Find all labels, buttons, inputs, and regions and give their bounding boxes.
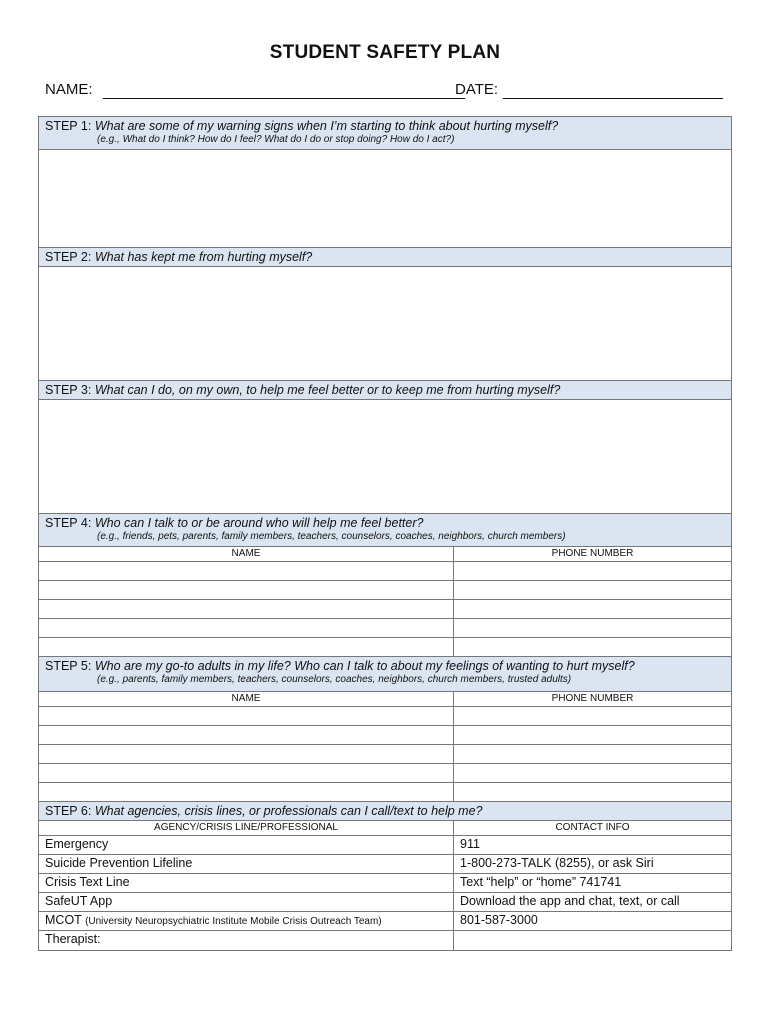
step5-hint: (e.g., parents, family members, teachers, counselors, coaches, neighbors, church members, trusted adults) — [97, 674, 572, 685]
step6-crisis-table — [39, 821, 731, 950]
step6-question: What agencies, crisis lines, or professionals can I call/text to help me? — [94, 804, 483, 818]
step6-label: STEP 6: — [45, 804, 92, 818]
step5-name-cell[interactable] — [39, 745, 454, 764]
step2-header — [39, 248, 731, 267]
step6-agency-cell: Emergency — [39, 836, 454, 855]
step4-phone-cell[interactable] — [454, 638, 731, 657]
step6-agency-cell: Therapist: — [39, 931, 454, 950]
step5-name-cell[interactable] — [39, 783, 454, 802]
step4-name-cell[interactable] — [39, 562, 454, 581]
step5-label: STEP 5: — [45, 659, 92, 673]
step4-phone-cell[interactable] — [454, 619, 731, 638]
step6-header — [39, 802, 731, 821]
therapist-contact-field[interactable] — [454, 931, 731, 950]
step1-hint: (e.g., What do I think? How do I feel? What do I do or stop doing? How do I act?) — [97, 134, 455, 145]
step4-contacts-table — [39, 547, 731, 657]
step6-agency-cell — [39, 912, 454, 931]
step5-phone-cell[interactable] — [454, 764, 731, 783]
step5-name-cell[interactable] — [39, 726, 454, 745]
step6-agency-cell: SafeUT App — [39, 893, 454, 912]
step6-contact-cell: 1-800-273-TALK (8255), or ask Siri — [454, 855, 731, 874]
step5-name-cell[interactable] — [39, 707, 454, 726]
step1-label: STEP 1: — [45, 119, 92, 133]
name-field-line[interactable] — [103, 98, 465, 99]
step1-answer-box[interactable] — [39, 150, 731, 248]
step5-header — [39, 657, 731, 692]
page-title: STUDENT SAFETY PLAN — [269, 42, 501, 63]
step6-agency-header: AGENCY/CRISIS LINE/PROFESSIONAL — [39, 821, 454, 836]
name-label: NAME: — [45, 81, 93, 98]
step4-question: Who can I talk to or be around who will help me feel better? — [94, 516, 424, 530]
mcot-note: (University Neuropsychiatric Institute Mobile Crisis Outreach Team) — [85, 916, 382, 927]
step6-contact-cell: 801-587-3000 — [454, 912, 731, 931]
step4-name-header: NAME — [39, 547, 454, 562]
date-label: DATE: — [455, 81, 499, 98]
safety-plan-form — [38, 116, 732, 951]
step6-contact-cell: Download the app and chat, text, or call — [454, 893, 731, 912]
step4-label: STEP 4: — [45, 516, 92, 530]
step2-label: STEP 2: — [45, 250, 92, 264]
step4-header — [39, 514, 731, 547]
step1-question: What are some of my warning signs when I’m starting to think about hurting myself? — [94, 119, 559, 133]
step5-name-cell[interactable] — [39, 764, 454, 783]
step4-name-cell[interactable] — [39, 581, 454, 600]
step5-contacts-table — [39, 692, 731, 802]
step4-name-cell[interactable] — [39, 619, 454, 638]
step5-phone-cell[interactable] — [454, 783, 731, 802]
step3-label: STEP 3: — [45, 383, 92, 397]
step3-header — [39, 381, 731, 400]
step4-phone-cell[interactable] — [454, 581, 731, 600]
step6-contact-cell: 911 — [454, 836, 731, 855]
step5-phone-cell[interactable] — [454, 726, 731, 745]
step4-name-cell[interactable] — [39, 600, 454, 619]
step4-hint: (e.g., friends, pets, parents, family members, teachers, counselors, coaches, neighbors, church members) — [97, 531, 566, 542]
step4-phone-header: PHONE NUMBER — [454, 547, 731, 562]
step5-phone-cell[interactable] — [454, 707, 731, 726]
step4-name-cell[interactable] — [39, 638, 454, 657]
step6-contact-cell: Text “help” or “home” 741741 — [454, 874, 731, 893]
mcot-label: MCOT — [45, 913, 82, 927]
step5-name-header: NAME — [39, 692, 454, 707]
step6-contact-header: CONTACT INFO — [454, 821, 731, 836]
step2-question: What has kept me from hurting myself? — [94, 250, 313, 264]
step4-phone-cell[interactable] — [454, 600, 731, 619]
step3-answer-box[interactable] — [39, 400, 731, 514]
step1-header — [39, 117, 731, 150]
step5-phone-header: PHONE NUMBER — [454, 692, 731, 707]
step5-question: Who are my go-to adults in my life? Who can I talk to about my feelings of wanting to hurt myself? — [94, 659, 635, 673]
step5-phone-cell[interactable] — [454, 745, 731, 764]
date-field-line[interactable] — [503, 98, 723, 99]
step3-question: What can I do, on my own, to help me feel better or to keep me from hurting myself? — [94, 383, 561, 397]
step4-phone-cell[interactable] — [454, 562, 731, 581]
step6-agency-cell: Suicide Prevention Lifeline — [39, 855, 454, 874]
step6-agency-cell: Crisis Text Line — [39, 874, 454, 893]
step2-answer-box[interactable] — [39, 267, 731, 381]
